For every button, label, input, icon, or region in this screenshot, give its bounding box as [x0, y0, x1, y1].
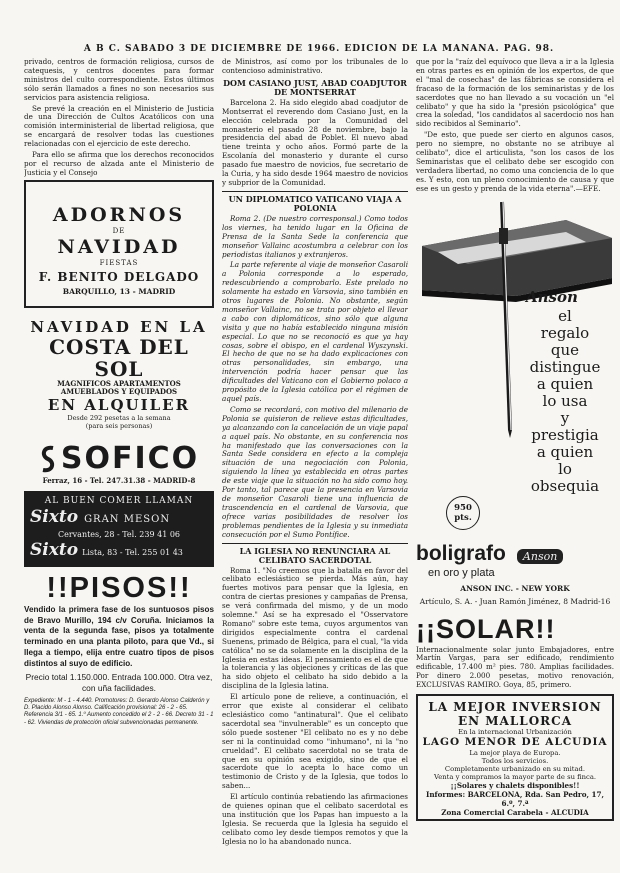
- article-paragraph: La parte referente al viaje de monseñor Casaroli a Polonia corresponde a lo esperado, redescubriendo a comprobarlo. Este prelado no solamente ha estado en Varsovia, sino también en otros lugares de Polonia. No obstante, según monseñor Vallainc, no se trata por objeto el llevar a cabo con diplomáticos, sino sólo que alguna visita y que no había establecido ninguna misión especial. Lo que no se reconoció es que ya hay cosas, sobre el obispo, en el cardenal Wyszynski. El hecho de que no se ha dado explicaciones con otras personalidades, sin embargo, una intervención podría hacer pensar que las dificultades del Vaticano con el Gobierno polaco a propósito de la Iglesia católica por el régimen de aquel país.: [222, 260, 408, 403]
- ad-title: LA MEJOR INVERSION: [428, 699, 602, 714]
- column-3: [416, 58, 614, 868]
- ad-text: FIESTAS: [99, 258, 139, 267]
- ad-text: AMUEBLADOS Y EQUIPADOS: [60, 386, 178, 396]
- slogan-line: obsequia: [530, 476, 600, 495]
- ad-anson: [416, 198, 614, 548]
- ad-price: Precio total 1.150.000. Entrada 100.000. Otra vez, con uña facilidades.: [25, 671, 213, 693]
- slogan-line: que: [550, 340, 580, 359]
- article-paragraph: privado, centros de formación religiosa, cursos de catequesis, y centros docentes para formar ministros del culto correspondiente. Estos últimos sólo serán llamados a fines no son necesarios sus servicios para asistencia religiosa.: [24, 58, 214, 102]
- divider: [222, 191, 408, 192]
- ad-company: ANSON INC. - NEW YORK: [460, 583, 570, 593]
- price-value: 950: [454, 502, 472, 513]
- ad-company: F. BENITO DELGADO: [38, 269, 200, 284]
- page-header: A B C. SABADO 3 DE DICIEMBRE DE 1966. EDICION DE LA MAÑANA. PAG. 98.: [83, 44, 555, 54]
- ad-pisos-text: [24, 605, 214, 670]
- ad-address: Cervantes, 28 - Tel. 239 41 06: [57, 529, 181, 539]
- ad-title: LAGO MENOR DE ALCUDIA: [422, 735, 608, 748]
- article-paragraph: Barcelona 2. Ha sido elegido abad coadjutor de Montserrat el reverendo dom Casiano Just, en la elección celebrada por la Comunidad del monasterio el pasado 28 de noviembre, bajo la presidencia del abad de Poblet. El nuevo abad tiene treinta y ocho años. Formó parte de la Escolanía del monasterio y durante el curso pasado fue maestro de novicios, fue secretario de la Curia, y ha sido desde 1964 maestro de novicios y subprior de la Comunidad.: [222, 97, 408, 187]
- ad-title: NAVIDAD EN LA: [30, 317, 208, 336]
- slogan-line: prestigia: [531, 425, 599, 444]
- ad-brand-name: Sixto: [30, 506, 79, 527]
- ad-address: Ferraz, 16 - Tel. 247.31.38 - MADRID-8: [42, 475, 196, 485]
- ad-title: COSTA DEL SOL: [49, 334, 189, 381]
- ad-text: DE: [112, 226, 126, 235]
- ad-mallorca: [416, 694, 614, 821]
- ad-text: Venta y compramos la mayor parte de su finca.: [433, 772, 597, 781]
- column-1: [24, 58, 214, 868]
- ad-text: En la internacional Urbanización: [458, 727, 572, 736]
- article-paragraph: Para ello se afirma que los derechos reconocidos por el recurso de alzada ante el Ministerio de Justicia y el Consejo: [24, 150, 214, 177]
- ad-brand: [30, 540, 208, 563]
- ad-pisos-title: !!PISOS!!: [46, 571, 192, 604]
- ad-text: Informes: BARCELONA, Rda. San Pedro, 17, 6.º, 7.ª: [425, 789, 605, 808]
- ad-text: Todos los servicios.: [481, 756, 549, 765]
- slogan-line: el: [558, 306, 572, 325]
- ad-text: Desde 292 pesetas a la semana: [67, 413, 171, 422]
- ad-address: Artículo, S. A. - Juan Ramón Jiménez, 8 Madrid-16: [419, 596, 611, 606]
- article-paragraph: Como se recordará, con motivo del milenario de Polonia se quisieron de relieve estas dificultades, ya alcanzando con la cancelación de un viaje papal a aquel país. No obstante, en su conferencia nos ha manifestado que las conversaciones con la Santa Sede considera en efecto a la compleja situación de una negociación con Polonia, siguiendo la línea ya establecida en otras partes de este viaje que la situación no ha sido como hoy. Por tanto, tal parece que la presencia en Varsovia de monseñor Casaroli tiene una influencia de trascendencia en el cardenal de Varsovia, que ofrece varias posibilidades de resolver los problemas pendientes de la Iglesia y su inmediata consecución por el Sumo Pontífice.: [222, 404, 408, 539]
- ad-costa-del-sol: [24, 318, 214, 430]
- ad-brand-name: Sixto: [30, 539, 79, 560]
- ad-address: BARQUILLO, 13 - MADRID: [62, 286, 176, 296]
- price-badge: [446, 496, 480, 530]
- ad-text: MAGNIFICOS APARTAMENTOS: [57, 378, 181, 388]
- ad-solar-title: ¡¡SOLAR!!: [416, 613, 556, 644]
- ad-title: EN MALLORCA: [457, 713, 573, 728]
- slogan-line: distingue: [529, 357, 601, 376]
- ad-logo: SOFICO: [60, 440, 200, 476]
- ad-address: Lista, 83 - Tel. 255 01 43: [82, 547, 183, 557]
- slogan-line: a quien: [536, 442, 594, 461]
- ad-adornos-navidad: [24, 180, 214, 308]
- article-paragraph: Roma 2. (De nuestro corresponsal.) Como todos los viernes, ha tenido lugar en la Oficina de Prensa de la Santa Sede la conferencia que monseñor Vallainc acostumbra a celebrar con los periodistas italianos y extranjeros.: [222, 213, 408, 259]
- sofico-logo-icon: [39, 444, 57, 474]
- ad-title: NAVIDAD: [57, 235, 181, 258]
- divider: [222, 543, 408, 544]
- slogan-line: lo usa: [542, 391, 588, 410]
- ad-text: Zona Comercial Carabela - ALCUDIA: [441, 807, 589, 817]
- article-paragraph: El artículo continúa rebatiendo las afirmaciones de quienes opinan que el celibato sacerdotal es una institución que los Papas han impuesto a la Iglesia. Se recuerda que la Iglesia ha seguido el celibato como ley desde tiempos remotos y que la Iglesia no lo ha abandonado nunca.: [222, 792, 408, 846]
- ad-text: ¡¡Solares y chalets disponibles!!: [450, 780, 580, 790]
- ad-sofico: [24, 442, 214, 476]
- ad-text: La mejor playa de Europa.: [469, 748, 561, 757]
- ad-title: EN ALQUILER: [47, 395, 191, 414]
- price-unit: pts.: [454, 512, 472, 523]
- product-name: boligrafo: [416, 541, 506, 565]
- article-paragraph: de Ministros, así como por los tribunales de lo contencioso administrativo.: [222, 58, 408, 75]
- ad-text: Completamente urbanizado en su mitad.: [444, 764, 586, 773]
- slogan-line: lo: [558, 459, 572, 478]
- ad-brand: [30, 507, 208, 530]
- product-material: en oro y plata: [428, 566, 495, 579]
- ad-sixto: [24, 491, 214, 567]
- ad-brand: Anson: [526, 287, 578, 306]
- slogan-line: a quien: [536, 374, 594, 393]
- slogan-line: regalo: [540, 323, 590, 342]
- ad-solar-text: Internacionalmente solar junto Embajadores, entre Martín Vargas, para ser edificado, rendimiento edificable, 17.400 m² pies. 780. Amplias facilidades. Por dinero 2.000 pesetas, motivo renovación, EXCLUSIVAS RAMIRO. Goya, 85, primero.: [416, 644, 614, 689]
- column-2: [222, 58, 408, 868]
- ad-title: AL BUEN COMER LLAMAN: [44, 495, 194, 506]
- article-paragraph: Roma 1. "No creemos que la batalla en favor del celibato eclesiástico se pierda. Más aún, hay fuertes motivos para pensar que la Iglesia, en contra de ciertas presiones y campañas de Prensa, se verá confirmada del mismo, y de un modo solemne." Así se ha expresado el "Osservatore Romano" sobre este tema, cuyos argumentos van dirigidos especialmente contra el cardenal Suenens, primado de Bélgica, para el cual, "la vida católica" no se da solamente en la disciplina de la Iglesia en estas ideas. El pensamiento es el de que la tolerancia y las objeciones y críticas de las que ha sido objeto el celibato ha sido debido a la disciplina de la Iglesia latina.: [222, 565, 408, 691]
- ad-text: Vendido la primera fase de los suntuosos pisos de Bravo Murillo, 194 c/v Coruña. Iniciamos la venta de la segunda fase, pisos ya totalmente terminado en una planta piloto, para que Vd., si llega a tiempo, elija entre cuatro tipos de pisos distintos al suyo de edificio.: [24, 604, 214, 668]
- article-headline: DOM CASIANO JUST, ABAD COADJUTOR DE MONTSERRAT: [223, 77, 407, 97]
- article-paragraph: "De esto, que puede ser cierto en algunos casos, pero no siempre, no obstante no se atribuye al celibato", dice el articulista, "son los casos de los Seminaristas que el celibato debe ser escogido con verdadera libertad, no como una conciencia de lo que es. Y esto, con un pleno conocimiento de causa y que ese es un gesto y prenda de la vida eterna".—EFE.: [416, 130, 614, 193]
- ad-brand-sub: GRAN MESON: [84, 513, 171, 525]
- article-headline: UN DIPLOMATICO VATICANO VIAJA A POLONIA: [228, 193, 402, 213]
- ad-anson-product: [416, 542, 614, 580]
- ad-title: ADORNOS: [52, 203, 186, 226]
- article-headline: LA IGLESIA NO RENUNCIARA AL CELIBATO SACERDOTAL: [239, 545, 391, 565]
- ad-slogan: [516, 308, 614, 495]
- ad-text: (para seis personas): [85, 421, 153, 430]
- slogan-line: y: [560, 408, 570, 427]
- article-paragraph: Se prevé la creación en el Ministerio de Justicia de una Dirección de Cultos Acatólicos con una comisión interministerial de libertad religiosa, que se encargará de resolver todas las cuestiones relacionadas con el ejercicio de este derecho.: [24, 103, 214, 149]
- product-brand: Anson: [517, 549, 563, 564]
- ad-legal-text: Expediente: M - 1 - 4.440. Promotores: D. Gerardo Alonso Calderón y D. Placido Alonso Alonso. Calificación provisional: 26 - 2 - 65. Referencia 3/1 - 65. 1.º Aumento concedido el 2 - 2 - 66. Decreto 31 - 1 - 62. Viviendas de protección oficial subvencionadas permanente.: [24, 697, 214, 726]
- article-paragraph: El artículo pone de relieve, a continuación, el error que existe al considerar el celibato eclesiástico como "antinatural". Que el celibato sacerdotal sea "invulnerable" es un concepto que sólo puede sostener "El celibato no es y no debe ser ni la continuidad como "inhumano", ni la "no crueldad". El celibato sacerdotal no se trata de que en su opinión sea exigido, sino de que el sacerdote que lo acepta lo hace como un testimonio de Cristo y de la Iglesia, que todos lo saben...: [222, 692, 408, 791]
- article-paragraph: que por la "raíz del equívoco que lleva a ir a la Iglesia en otras partes es en opinión de los expertos, de que el "mal de cosechas" de las fábricas se considera el fracaso de la formación de los seminaristas y de los sacerdotes que no han llevado a su vocación un "el celibato" y que ha sido la "presión psicológica" que crea la soledad, "los candidatos al sacerdocio nos han sido recibidos al Seminario".: [416, 58, 614, 129]
